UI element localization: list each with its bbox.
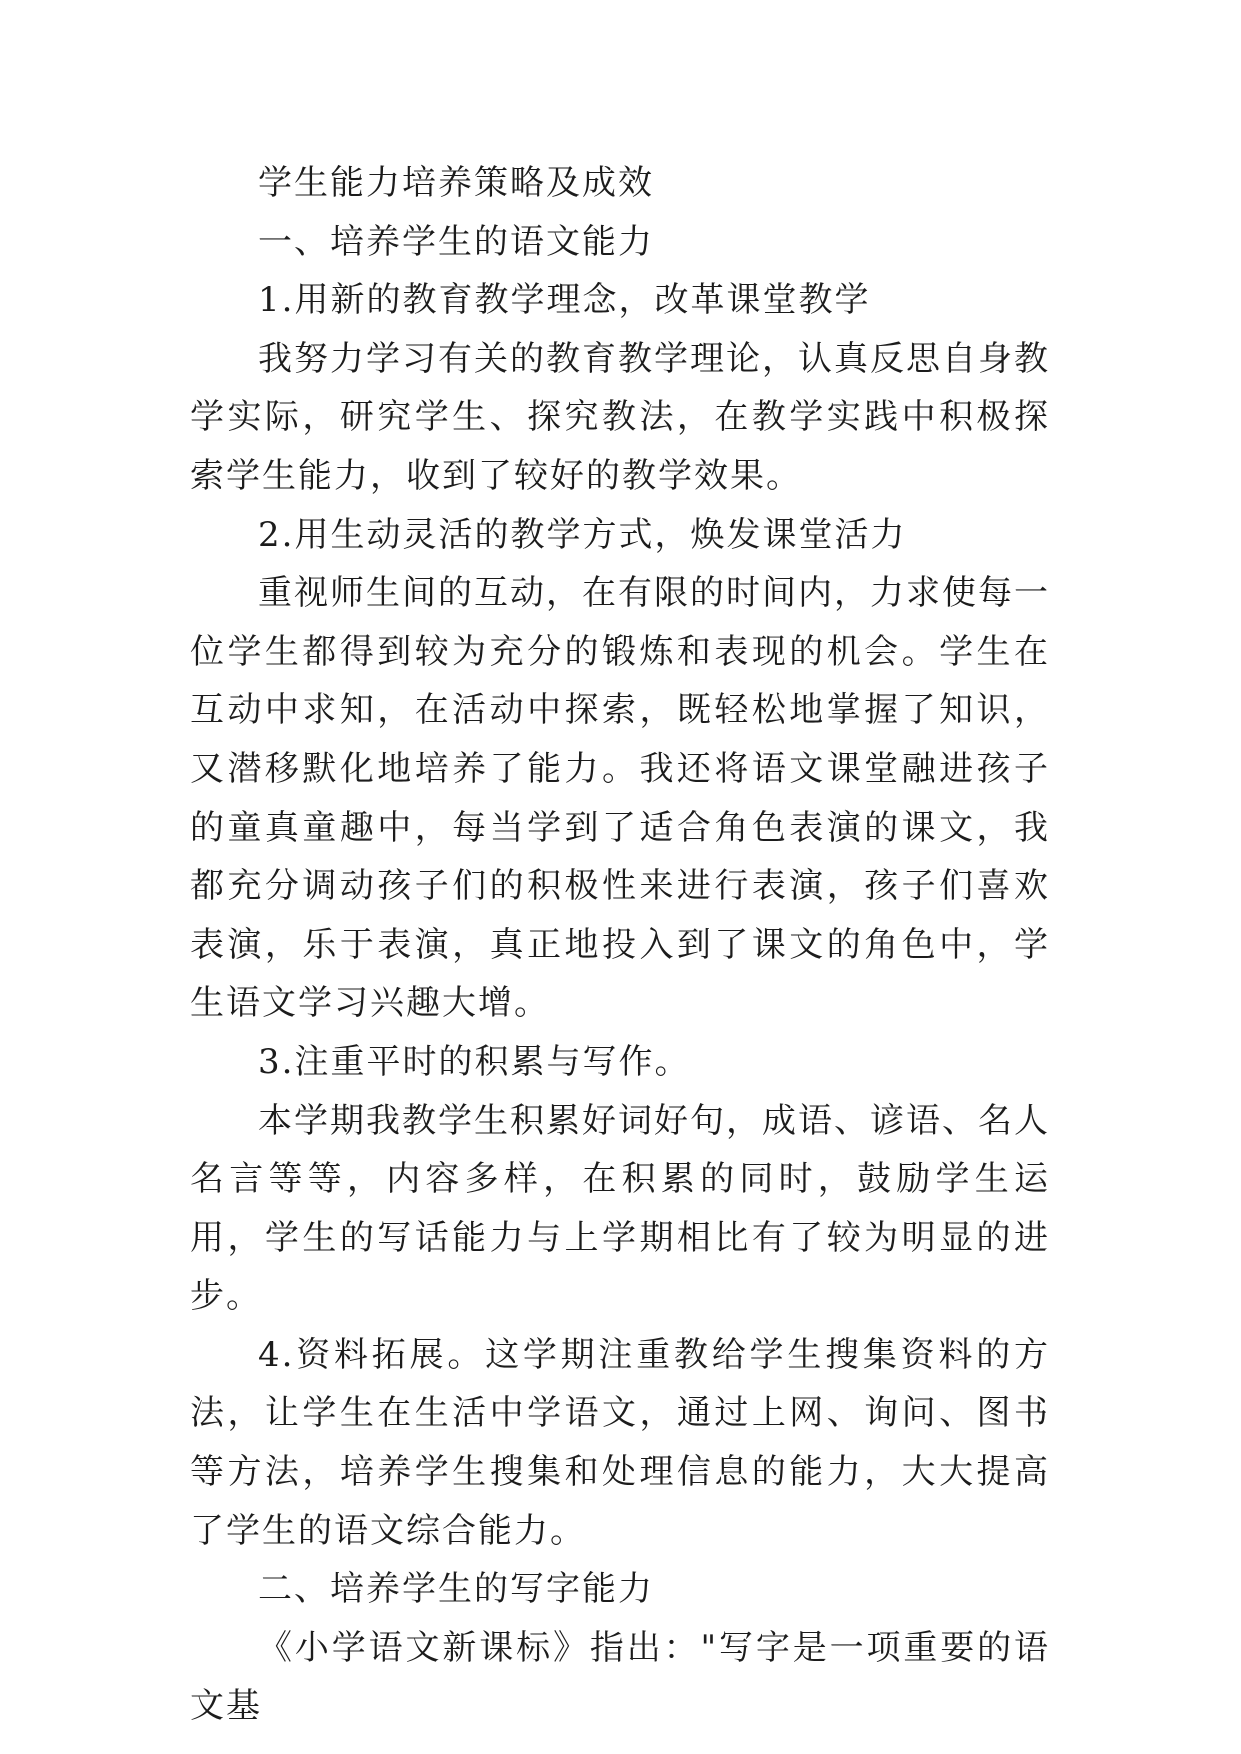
body-paragraph: 我努力学习有关的教育教学理论，认真反思自身教学实际，研究学生、探究教法，在教学实践中积极探索学生能力，收到了较好的教学效果。 <box>190 338 1050 496</box>
body-paragraph: 重视师生间的互动，在有限的时间内，力求使每一位学生都得到较为充分的锻炼和表现的机会。学生在互动中求知，在活动中探索，既轻松地掌握了知识，又潜移默化地培养了能力。我还将语文课堂融进孩子的童真童趣中，每当学到了适合角色表演的课文，我都充分调动孩子们的积极性来进行表演，孩子们喜欢表演，乐于表演，真正地投入到了课文的角色中，学生语文学习兴趣大增。 <box>190 573 1050 1024</box>
section-heading: 一、培养学生的语文能力 <box>258 221 654 262</box>
document-title: 学生能力培养策略及成效 <box>258 163 654 203</box>
section-heading: 二、培养学生的写字能力 <box>258 1569 654 1610</box>
body-paragraph: 4.资料拓展。这学期注重教给学生搜集资料的方法，让学生在生活中学语文，通过上网、询问、图书等方法，培养学生搜集和处理信息的能力，大大提高了学生的语文综合能力。 <box>190 1334 1050 1551</box>
document-body <box>190 154 1050 1736</box>
body-paragraph: 本学期我教学生积累好词好句，成语、谚语、名人名言等等，内容多样，在积累的同时，鼓励学生运用，学生的写话能力与上学期相比有了较为明显的进步。 <box>190 1100 1050 1317</box>
body-paragraph: 《小学语文新课标》指出："写字是一项重要的语文基 <box>190 1627 1050 1727</box>
subsection-heading: 1.用新的教育教学理念，改革课堂教学 <box>258 280 871 321</box>
subsection-heading: 2.用生动灵活的教学方式，焕发课堂活力 <box>258 514 907 555</box>
subsection-heading: 3.注重平时的积累与写作。 <box>258 1041 691 1082</box>
